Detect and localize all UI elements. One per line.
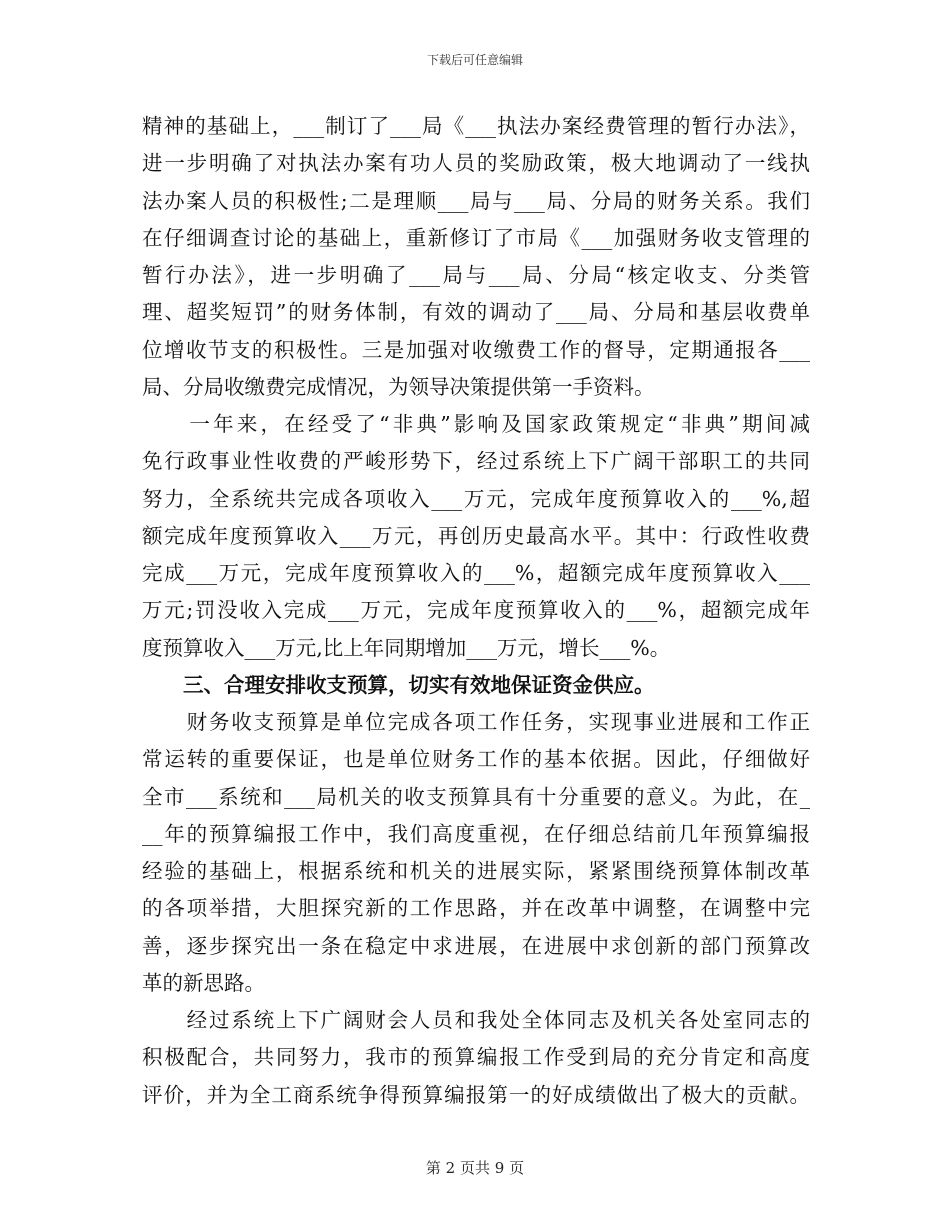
text-line: 法办案人员的积极性;二是理顺___局与___局、分局的财务关系。我们 xyxy=(142,188,810,213)
text-line: 在仔细调查讨论的基础上，重新修订了市局《___加强财务收支管理的 xyxy=(142,225,810,250)
document-body xyxy=(142,108,810,1114)
text-line: 经过系统上下广阔财会人员和我处全体同志及机关各处室同志的 xyxy=(142,1008,810,1032)
text-line: 额完成年度预算收入___万元，再创历史最高水平。其中：行政性收费 xyxy=(142,523,810,548)
text-line: 全市___系统和___局机关的收支预算具有十分重要的意义。为此，在_ xyxy=(142,784,810,809)
text-line: 评价，并为全工商系统争得预算编报第一的好成绩做出了极大的贡献。 xyxy=(142,1082,810,1107)
text-line: 理、超奖短罚”的财务体制，有效的调动了___局、分局和基层收费单 xyxy=(142,300,810,325)
text-line: 万元;罚没收入完成___万元，完成年度预算收入的___%，超额完成年 xyxy=(142,598,810,623)
text-line: 财务收支预算是单位完成各项工作任务，实现事业进展和工作正 xyxy=(142,710,810,734)
text-line: 免行政事业性收费的严峻形势下，经过系统上下广阔干部职工的共同 xyxy=(142,449,810,474)
text-line: 的各项举措，大胆探究新的工作思路，并在改革中调整，在调整中完 xyxy=(142,896,810,921)
text-line: 位增收节支的积极性。三是加强对收缴费工作的督导，定期通报各___ xyxy=(142,337,810,362)
text-line: __年的预算编报工作中，我们高度重视，在仔细总结前几年预算编报 xyxy=(142,821,810,846)
text-line: 度预算收入___万元,比上年同期增加___万元，增长___%。 xyxy=(142,635,671,660)
text-line: 革的新思路。 xyxy=(142,970,265,995)
text-line: 暂行办法》，进一步明确了___局与___局、分局“核定收支、分类管 xyxy=(142,263,810,287)
page-header: 下载后可任意编辑 xyxy=(426,53,523,67)
text-line: 进一步明确了对执法办案有功人员的奖励政策，极大地调动了一线执 xyxy=(142,151,810,176)
section-heading: 三、合理安排收支预算，切实有效地保证资金供应。 xyxy=(142,672,655,697)
text-line: 常运转的重要保证，也是单位财务工作的基本依据。因此，仔细做好 xyxy=(142,747,810,772)
text-line: 一年来，在经受了“非典”影响及国家政策规定“非典”期间减 xyxy=(142,412,810,436)
text-line: 经验的基础上，根据系统和机关的进展实际，紧紧围绕预算体制改革 xyxy=(142,859,810,883)
text-line: 努力，全系统共完成各项收入___万元，完成年度预算收入的___%,超 xyxy=(142,486,810,511)
page-footer: 第 2 页共 9 页 xyxy=(425,1159,525,1177)
text-line: 积极配合，共同努力，我市的预算编报工作受到局的充分肯定和高度 xyxy=(142,1045,810,1070)
text-line: 善，逐步探究出一条在稳定中求进展，在进展中求创新的部门预算改 xyxy=(142,933,810,958)
text-line: 局、分局收缴费完成情况，为领导决策提供第一手资料。 xyxy=(142,374,655,399)
text-line: 完成___万元，完成年度预算收入的___%，超额完成年度预算收入___ xyxy=(142,561,810,585)
text-line: 精神的基础上，___制订了___局《___执法办案经费管理的暂行办法》， xyxy=(142,114,810,138)
